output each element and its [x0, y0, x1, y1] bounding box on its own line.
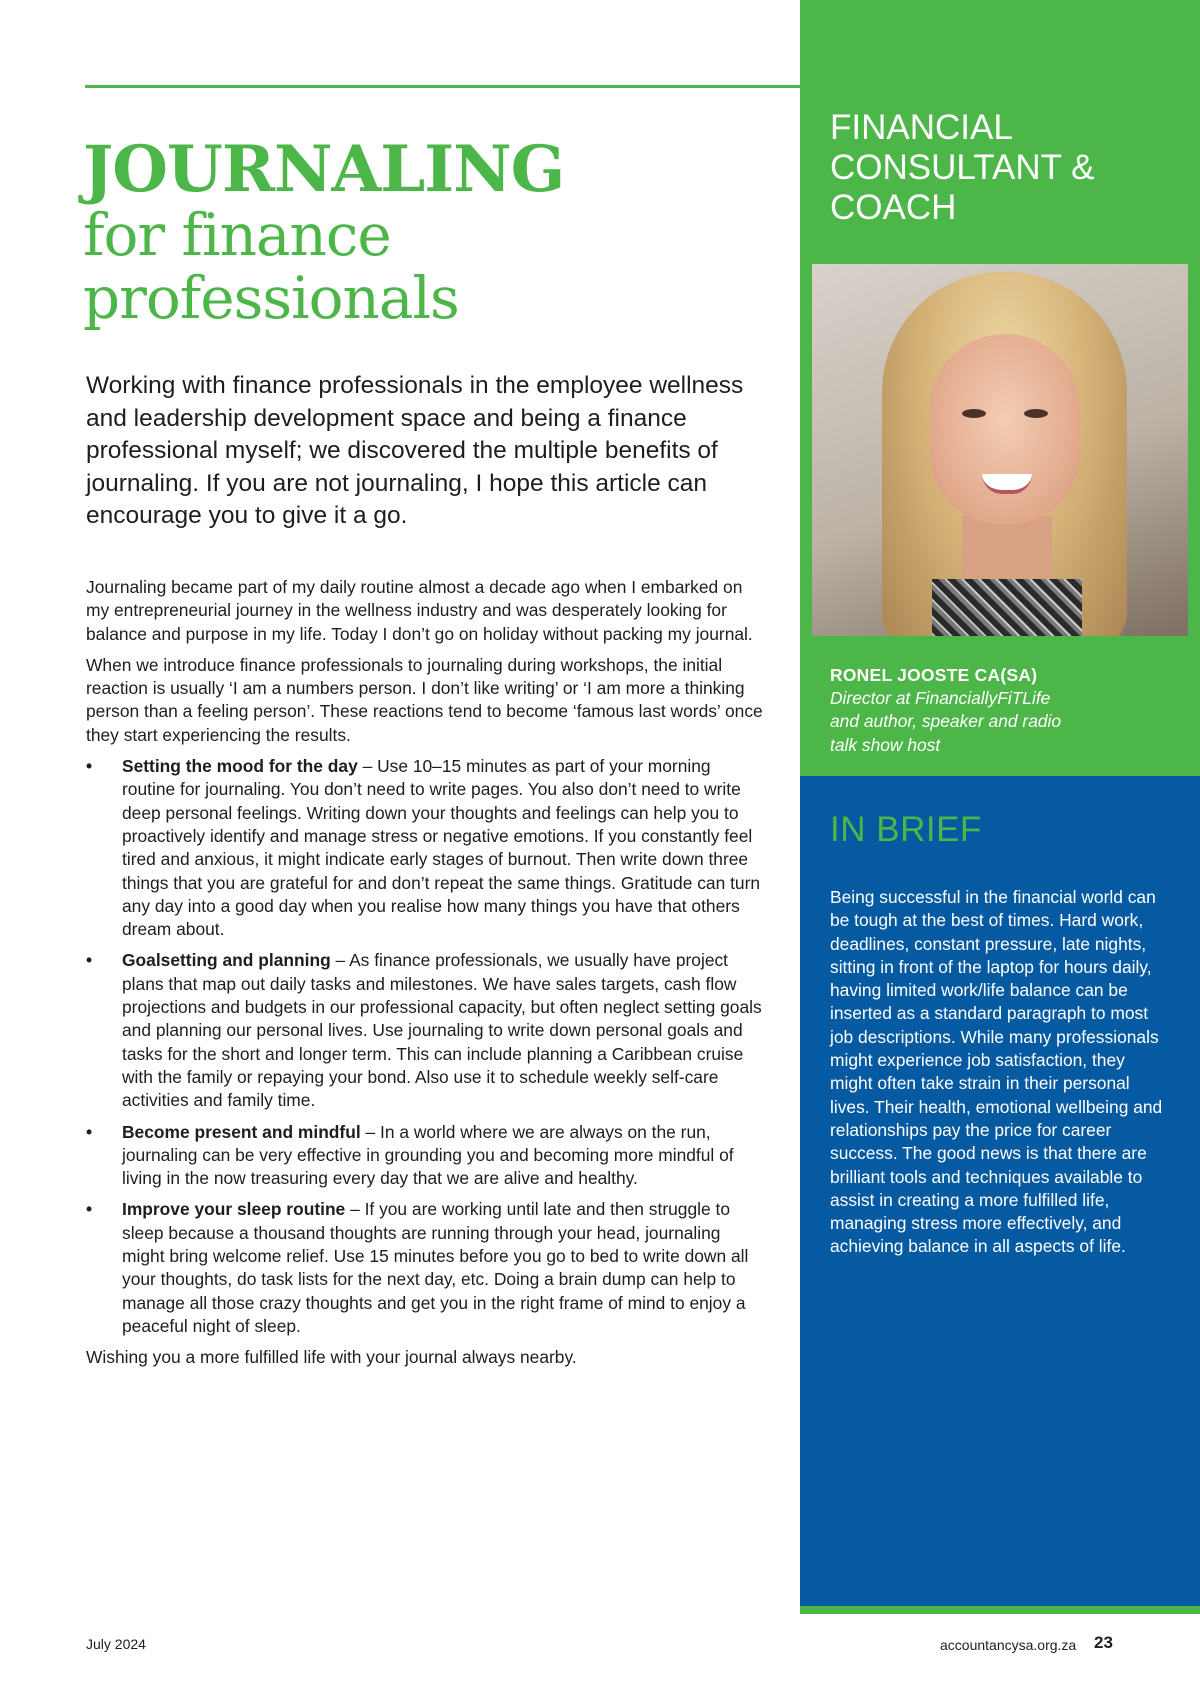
tip-text: – If you are working until late and then struggle to sleep because a thousand thoughts are running through your head, journaling might bring welcome relief. Use 15 minutes before you go to bed to write down all your thoughts, do task lists for the next day, etc. Doing a brain dump can help to manage all those crazy thoughts and get you in the right frame of mind to enjoy a peaceful night of sleep.: [122, 1199, 749, 1336]
tip-item-mindful: [86, 1121, 766, 1191]
footer-date: July 2024: [86, 1636, 146, 1652]
sidebar-header-panel: [800, 0, 1200, 252]
tip-text: – Use 10–15 minutes as part of your morning routine for journaling. You don’t need to write pages. You also don’t need to write deep personal feelings. Writing down your thoughts and feelings can help you to proactively identify and manage stress or negative emotions. If you constantly feel tired and anxious, it might indicate early stages of burnout. Then write down three things that you are grateful for and don’t repeat the same things. Gratitude can turn any day into a good day when you realise how many things you have that others dream about.: [122, 756, 761, 940]
author-role-line-2: and author, speaker and radio: [830, 711, 1062, 732]
bullet-icon: •: [86, 1199, 93, 1220]
in-brief-panel: [800, 776, 1200, 1606]
author-role: [830, 687, 1160, 757]
sidebar-title-line-3: COACH: [830, 188, 957, 227]
tip-title: Setting the mood for the day: [122, 756, 358, 777]
page-number: 23: [1094, 1633, 1113, 1652]
author-name: RONEL JOOSTE CA(SA): [830, 665, 1038, 685]
tip-item-sleep: [86, 1198, 766, 1338]
article-intro: Working with finance professionals in the employee wellness and leadership development space and being a finance professional myself; we discovered the multiple benefits of journaling. If you are not journaling, I hope this article can encourage you to give it a go.: [86, 372, 744, 529]
bullet-icon: •: [86, 756, 93, 777]
bullet-icon: •: [86, 950, 93, 971]
body-paragraph-1: Journaling became part of my daily routine almost a decade ago when I embarked on my entrepreneurial journey in the wellness industry and was desperately looking for balance and purpose in my life. Today I don’t go on holiday without packing my journal.: [86, 577, 753, 644]
body-paragraph-2: When we introduce finance professionals to journaling during workshops, the initial reaction is usually ‘I am a numbers person. I don’t like writing’ or ‘I am more a thinking person than a feeling person’. These reactions tend to become ‘famous last words’ once they start experiencing the results.: [86, 654, 763, 745]
bottom-accent-strip: [800, 1606, 1200, 1614]
tip-item-mood: [86, 755, 766, 941]
sidebar-title-line-2: CONSULTANT &: [830, 148, 1095, 187]
body-closing: Wishing you a more fulfilled life with your journal always nearby.: [86, 1347, 577, 1368]
tip-title: Improve your sleep routine: [122, 1199, 346, 1220]
headline-line-3: professionals: [83, 264, 459, 332]
top-divider-rule: [85, 85, 803, 88]
article-headline: [83, 132, 783, 332]
tip-title: Goalsetting and planning: [122, 950, 331, 971]
in-brief-text: Being successful in the financial world can be tough at the best of times. Hard work, deadlines, constant pressure, late nights, sitting in front of the laptop for hours daily, having limited work/life balance can be inserted as a standard paragraph to most job descriptions. While many professionals might experience job satisfaction, they might often take strain in their personal lives. Their health, emotional wellbeing and relationships pay the price for career success. The good news is that there are brilliant tools and techniques available to assist in creating a more fulfilled life, managing stress more effectively, and achieving balance in all aspects of life.: [830, 887, 1163, 1257]
tip-item-goalsetting: [86, 949, 766, 1112]
tip-text: – As finance professionals, we usually have project plans that map out daily tasks and milestones. We have sales targets, cash flow projections and budgets in our professional capacity, but often neglect setting goals and planning our personal lives. Use journaling to write down personal goals and tasks for the short and longer term. This can include planning a Caribbean cruise with the family or repaying your bond. Also use it to schedule weekly self-care activities and family time.: [122, 950, 762, 1111]
article-body: [86, 576, 766, 1378]
in-brief-title: IN BRIEF: [830, 810, 982, 849]
tip-text: – In a world where we are always on the run, journaling can be very effective in grounding you and becoming more mindful of living in the now treasuring every day that we are alive and healthy.: [122, 1121, 734, 1189]
sidebar-title: [830, 108, 1170, 228]
author-info: [800, 650, 1200, 776]
sidebar: [800, 0, 1200, 1696]
tip-title: Become present and mindful: [122, 1121, 361, 1142]
bullet-icon: •: [86, 1121, 93, 1142]
headline-line-1: JOURNALING: [83, 132, 565, 207]
headline-line-2: for finance: [83, 201, 391, 269]
footer-url: accountancysa.org.za: [940, 1637, 1077, 1653]
tips-list: [86, 755, 766, 1338]
author-photo-frame: [800, 252, 1200, 650]
author-role-line-1: Director at FinanciallyFiTLife: [830, 688, 1051, 708]
author-photo: [812, 264, 1188, 636]
author-role-line-3: talk show host: [830, 734, 941, 755]
sidebar-title-line-1: FINANCIAL: [830, 108, 1013, 147]
